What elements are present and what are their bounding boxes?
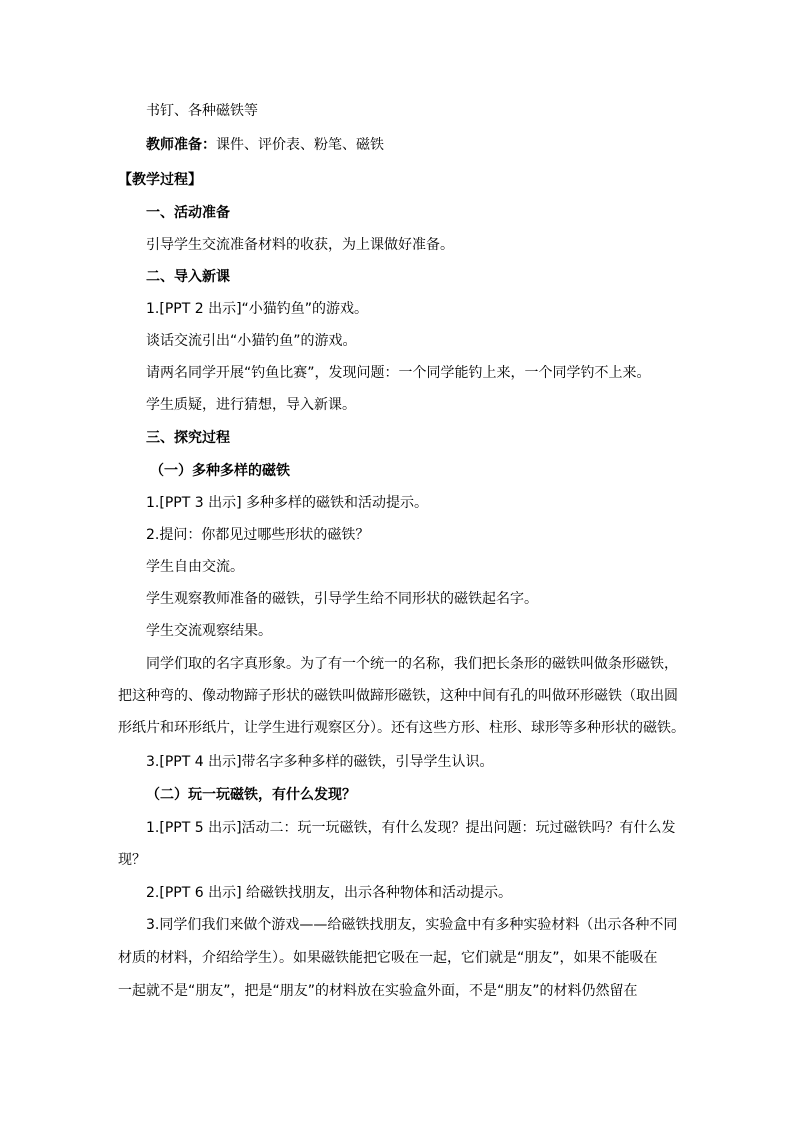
paragraph-line: 学生质疑，进行猜想，导入新课。 (146, 397, 356, 413)
section-heading-teaching-process: 【教学过程】 (118, 172, 202, 188)
paragraph-line: 材质的材料，介绍给学生）。如果磁铁能把它吸在一起，它们就是“朋友”，如果不能吸在 (118, 950, 658, 966)
paragraph-line: 学生观察教师准备的磁铁，引导学生给不同形状的磁铁起名字。 (146, 591, 538, 607)
teacher-prep-label: 教师准备： (146, 137, 216, 153)
heading-new-lesson: 二、导入新课 (146, 269, 230, 285)
paragraph-line: 2.[PPT 6 出示] 给磁铁找朋友，出示各种物体和活动提示。 (146, 885, 512, 901)
paragraph-line: 引导学生交流准备材料的收获，为上课做好准备。 (146, 237, 454, 253)
teacher-prep-line (146, 137, 794, 153)
paragraph-line: 谈话交流引出“小猫钓鱼”的游戏。 (146, 333, 357, 349)
paragraph-line: 3.[PPT 4 出示]带名字多种多样的磁铁，引导学生认识。 (146, 754, 494, 770)
subheading-various-magnets: （一）多种多样的磁铁 (150, 463, 290, 479)
paragraph-line: 同学们取的名字真形象。为了有一个统一的名称，我们把长条形的磁铁叫做条形磁铁， (146, 656, 678, 672)
paragraph-line: 把这种弯的、像动物蹄子形状的磁铁叫做蹄形磁铁，这种中间有孔的叫做环形磁铁（取出圆 (118, 688, 678, 704)
materials-list-line: 书钉、各种磁铁等 (146, 103, 258, 119)
heading-activity-prep: 一、活动准备 (146, 205, 230, 221)
paragraph-line: 形纸片和环形纸片，让学生进行观察区分）。还有这些方形、柱形、球形等多种形状的磁铁。 (118, 720, 685, 736)
paragraph-line: 2.提问：你都见过哪些形状的磁铁？ (146, 527, 370, 543)
paragraph-line: 一起就不是“朋友”，把是“朋友”的材料放在实验盒外面，不是“朋友”的材料仍然留在 (118, 983, 638, 999)
paragraph-line: 3.同学们我们来做个游戏——给磁铁找朋友，实验盒中有多种实验材料（出示各种不同 (146, 917, 678, 933)
teacher-prep-text: 课件、评价表、粉笔、磁铁 (216, 137, 384, 153)
paragraph-line: 现？ (118, 852, 146, 868)
paragraph-line: 1.[PPT 5 出示]活动二：玩一玩磁铁，有什么发现？提出问题：玩过磁铁吗？有什么发 (146, 820, 676, 836)
paragraph-line: 1.[PPT 2 出示]“小猫钓鱼”的游戏。 (146, 301, 369, 317)
paragraph-line: 1.[PPT 3 出示] 多种多样的磁铁和活动提示。 (146, 495, 428, 511)
paragraph-line: 请两名同学开展“钓鱼比赛”，发现问题：一个同学能钓上来，一个同学钓不上来。 (146, 365, 651, 381)
paragraph-line: 学生交流观察结果。 (146, 623, 272, 639)
paragraph-line: 学生自由交流。 (146, 559, 244, 575)
subheading-play-magnets: （二）玩一玩磁铁，有什么发现？ (146, 787, 356, 803)
heading-exploration: 三、探究过程 (146, 430, 230, 446)
